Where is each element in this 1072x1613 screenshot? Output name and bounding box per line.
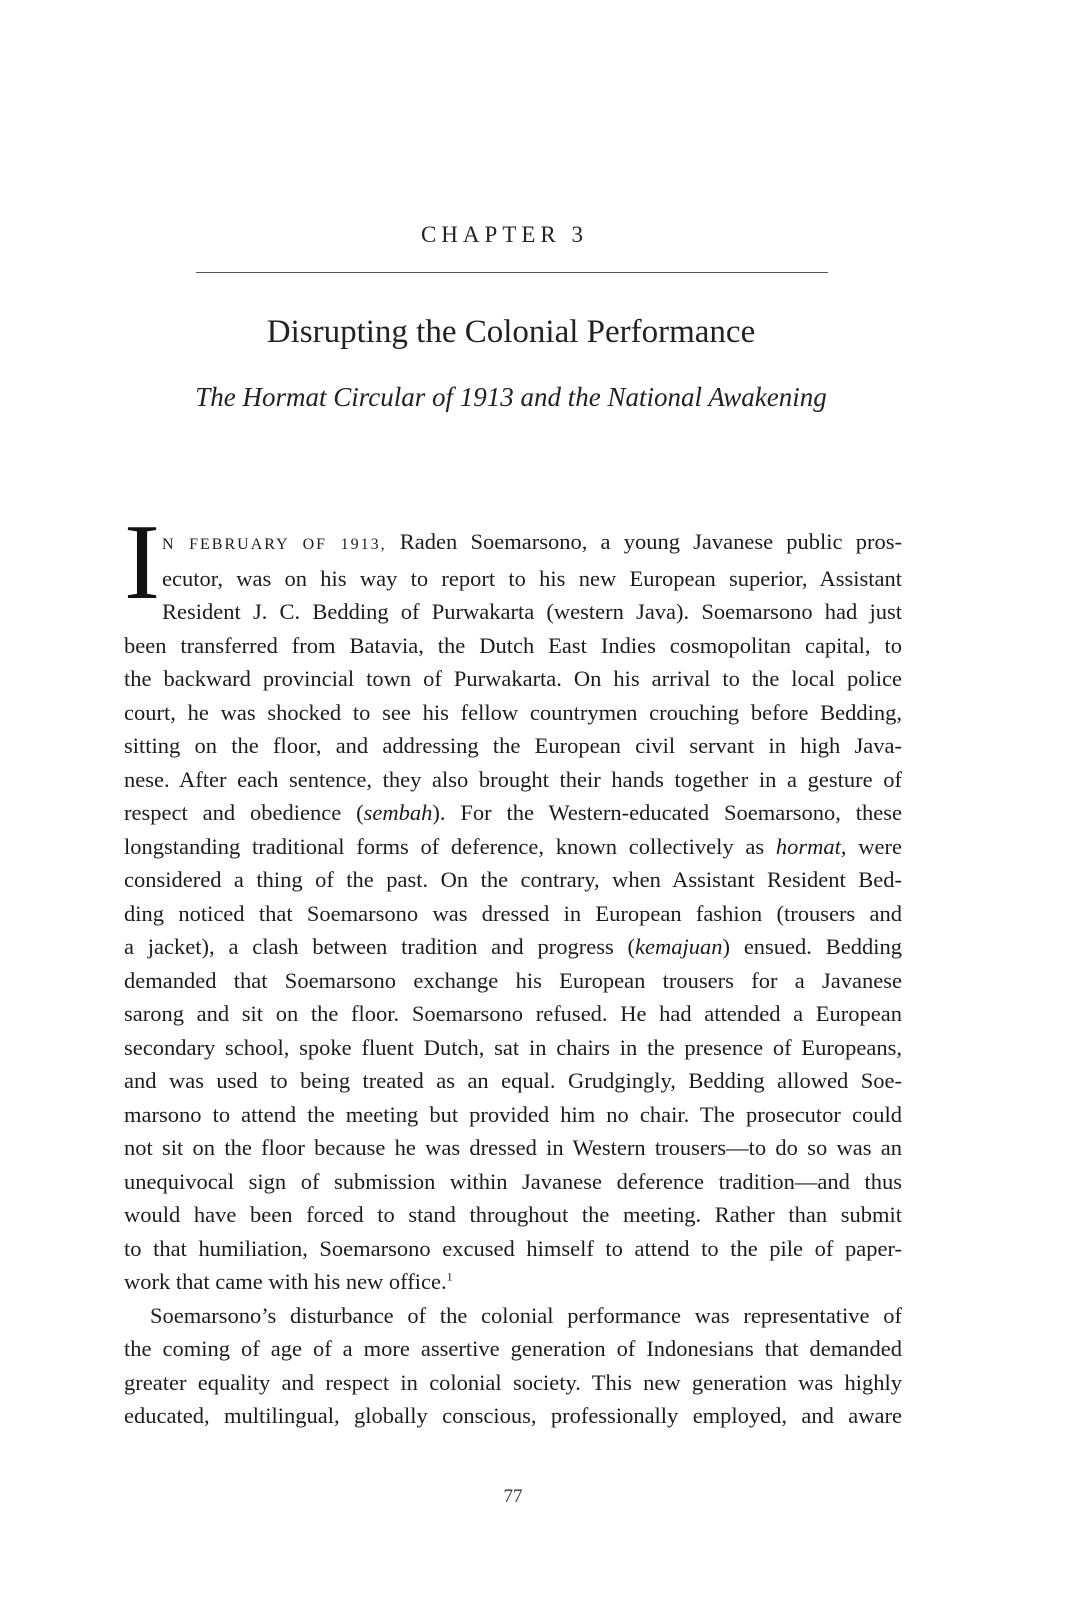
text-line: to that humiliation, Soemarsono excused himself to attend to the pile of paper- [124,1235,902,1261]
page-number: 77 [503,1486,523,1507]
chapter-label: CHAPTER 3 [420,222,589,247]
text-line: marsono to attend the meeting but provided him no chair. The prosecutor could [124,1101,902,1127]
chapter-subtitle: The Hormat Circular of 1913 and the National Awakening [195,382,827,412]
chapter-title: Disrupting the Colonial Performance [266,314,756,350]
text-line: considered a thing of the past. On the contrary, when Assistant Resident Bed- [124,867,902,892]
text-line: not sit on the floor because he was dressed in Western trousers—to do so was an [124,1135,902,1160]
italic-term: sembah [363,800,433,825]
text-line: sitting on the floor, and addressing the European civil servant in high Java- [124,733,902,758]
text-line: would have been forced to stand throughout the meeting. Rather than submit [124,1202,902,1227]
text-line: been transferred from Batavia, the Dutch East Indies cosmopolitan capital, to [124,632,902,658]
footnote-reference: 1 [446,1269,453,1284]
text-line: unequivocal sign of submission within Javanese deference tradition—and thus [124,1168,902,1194]
text-line: N FEBRUARY OF 1913, Raden Soemarsono, a young Javanese public pros- [162,529,902,554]
body-text [124,525,902,1433]
text-line: sarong and sit on the floor. Soemarsono refused. He had attended a European [124,1001,902,1026]
small-caps-opening: N FEBRUARY OF 1913, [162,536,387,553]
chapter-rule [196,272,828,273]
text-line: ecutor, was on his way to report to his new European superior, Assistant [162,565,902,591]
text-line: educated, multilingual, globally conscious, professionally employed, and aware [124,1403,902,1428]
text-line: Resident J. C. Bedding of Purwakarta (western Java). Soemarsono had just [162,599,902,624]
italic-term: kemajuan [635,934,723,959]
text-line: respect and obedience (sembah). For the Western-educated Soemarsono, these [124,800,902,825]
text-line: the coming of age of a more assertive generation of Indonesians that demanded [124,1336,902,1361]
drop-cap: I [124,503,160,622]
text-line: nese. After each sentence, they also brought their hands together in a gesture of [124,766,902,792]
text-line: a jacket), a clash between tradition and progress (kemajuan) ensued. Bedding [124,934,902,959]
text-line: greater equality and respect in colonial society. This new generation was highly [124,1369,902,1395]
text-line: work that came with his new office.$^1$ [124,1269,453,1294]
text-line: longstanding traditional forms of deference, known collectively as hormat, were [124,833,902,859]
text-line: demanded that Soemarsono exchange his European trousers for a Javanese [124,967,902,993]
text-line: court, he was shocked to see his fellow countrymen crouching before Bedding, [124,699,902,725]
text-line: secondary school, spoke fluent Dutch, sat in chairs in the presence of Europeans, [124,1034,902,1060]
text-line: Soemarsono’s disturbance of the colonial performance was representative of [150,1302,902,1328]
text-line: ding noticed that Soemarsono was dressed in European fashion (trousers and [124,900,902,926]
text-line: and was used to being treated as an equal. Grudgingly, Bedding allowed Soe- [124,1068,902,1093]
italic-term: hormat [775,833,841,859]
text-line: the backward provincial town of Purwakarta. On his arrival to the local police [124,666,902,691]
